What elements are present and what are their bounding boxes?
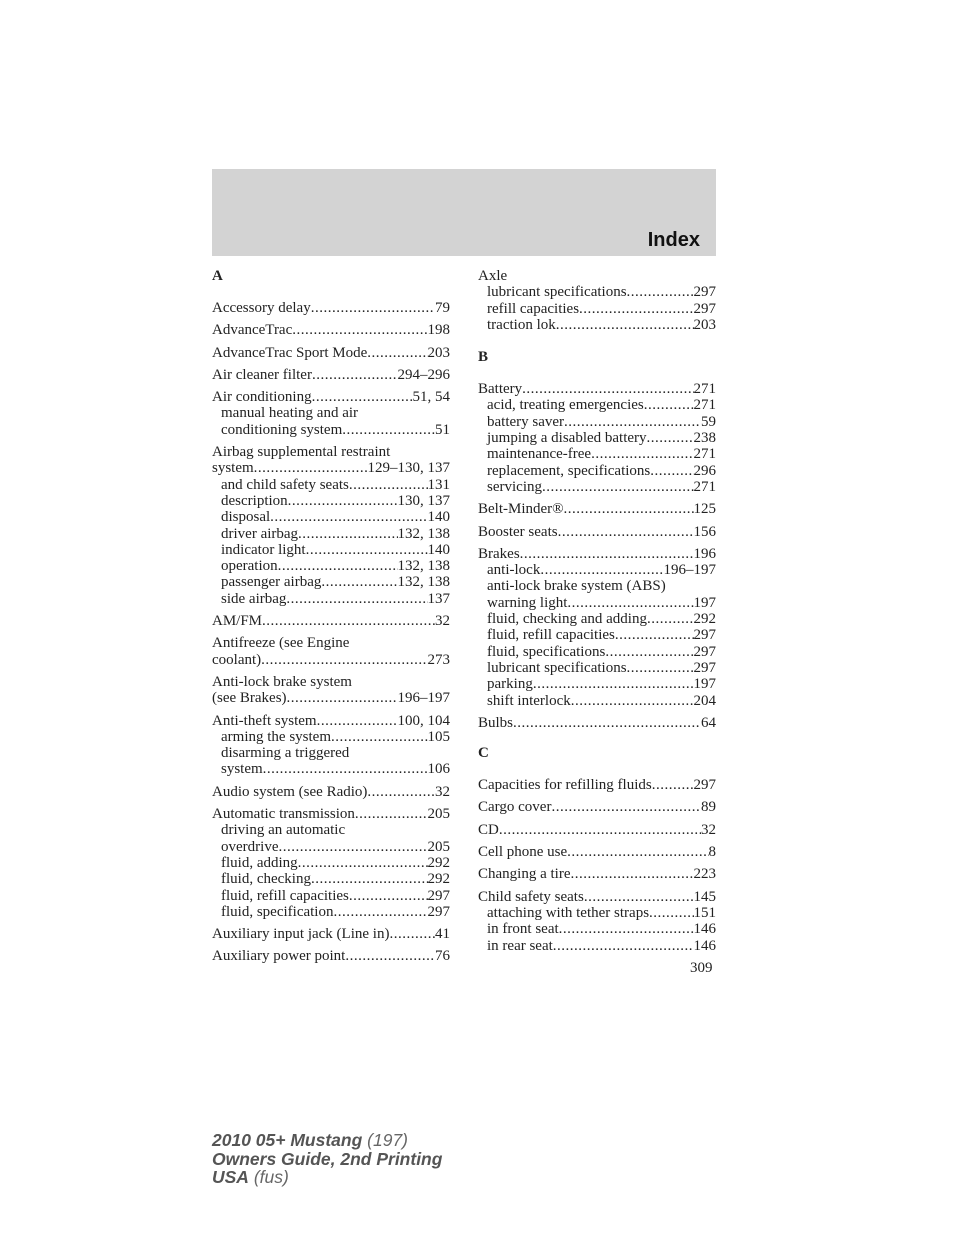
- footer-market-code: (fus): [253, 1167, 289, 1187]
- section-letter-c: C: [478, 745, 489, 762]
- index-entry: Belt-Minder® ..... 125: [478, 501, 716, 517]
- index-entry: AM/FM ..... 32: [212, 613, 450, 629]
- index-entry: Airbag supplemental restraint system ..... 129–130, 137 and child safety seats ..... 131 description ..... 130, 137 disposal ..... 140 driver airbag ..... 132, 138 indicator light ..... 140 operation ..... 132, 138 passenger airbag ..... 132, 138 side airbag ..... 137: [212, 444, 450, 607]
- index-entry: AdvanceTrac ..... 198: [212, 322, 450, 338]
- footer-model: 2010 05+ Mustang: [212, 1130, 363, 1150]
- index-entry: Antifreeze (see Engine coolant) ..... 273: [212, 635, 450, 668]
- index-entry: Auxiliary input jack (Line in) ..... 41: [212, 926, 450, 942]
- index-entry: Bulbs ..... 64: [478, 715, 716, 731]
- index-entry: Booster seats ..... 156: [478, 524, 716, 540]
- section-letter-a: A: [212, 268, 223, 284]
- index-entry: Air conditioning ..... 51, 54 manual heating and air conditioning system ..... 51: [212, 389, 450, 438]
- footer-print-info: [212, 1131, 442, 1187]
- index-entry: Anti-theft system ..... 100, 104 arming the system ..... 105 disarming a triggered system ..... 106: [212, 713, 450, 778]
- index-entry: Child safety seats ..... 145 attaching with tether straps ..... 151 in front seat ..... 146 in rear seat ..... 146: [478, 889, 716, 954]
- index-entry: Capacities for refilling fluids ..... 297: [478, 777, 716, 793]
- index-entry: AdvanceTrac Sport Mode ..... 203: [212, 345, 450, 361]
- index-entry: Battery ..... 271 acid, treating emergencies ..... 271 battery saver ..... 59 jumping a disabled battery ..... 238 maintenance-free ..... 271 replacement, specifications ..... 296 servicing ..... 271: [478, 381, 716, 495]
- index-column-left: [212, 268, 450, 971]
- index-entry: Anti-lock brake system (see Brakes) ..... 196–197: [212, 674, 450, 707]
- page-number: 309: [690, 960, 713, 976]
- page-title: Index: [647, 229, 700, 251]
- index-entry: Auxiliary power point ..... 76: [212, 948, 450, 964]
- index-entry: Cell phone use ..... 8: [478, 844, 716, 860]
- index-entry: Changing a tire ..... 223: [478, 866, 716, 882]
- index-entry: Audio system (see Radio) ..... 32: [212, 784, 450, 800]
- index-column-right: [478, 268, 716, 960]
- section-letter-b: B: [478, 349, 489, 366]
- footer-model-code: (197): [367, 1130, 409, 1150]
- index-entry: Accessory delay ..... 79: [212, 300, 450, 316]
- index-entry: Brakes ..... 196 anti-lock ..... 196–197 anti-lock brake system (ABS) warning light ..... 197 fluid, checking and adding ..... 292 fluid, refill capacities ..... 297 fluid, specifications ..... 297 lubricant specifications ..... 297 parking ..... 197 shift interlock ..... 204: [478, 546, 716, 709]
- index-entry: Air cleaner filter ..... 294–296: [212, 367, 450, 383]
- footer-market: USA: [212, 1167, 249, 1187]
- index-entry: Axle lubricant specifications ..... 297 refill capacities ..... 297 traction lok ..... 203: [478, 268, 716, 333]
- header-band: [212, 169, 716, 256]
- index-entry: Cargo cover ..... 89: [478, 799, 716, 815]
- index-entry: CD ..... 32: [478, 822, 716, 838]
- index-entry: Automatic transmission ..... 205 driving an automatic overdrive ..... 205 fluid, adding ..... 292 fluid, checking ..... 292 fluid, refill capacities ..... 297 fluid, specification ..... 297: [212, 806, 450, 920]
- footer-guide-edition: Owners Guide, 2nd Printing: [212, 1148, 443, 1169]
